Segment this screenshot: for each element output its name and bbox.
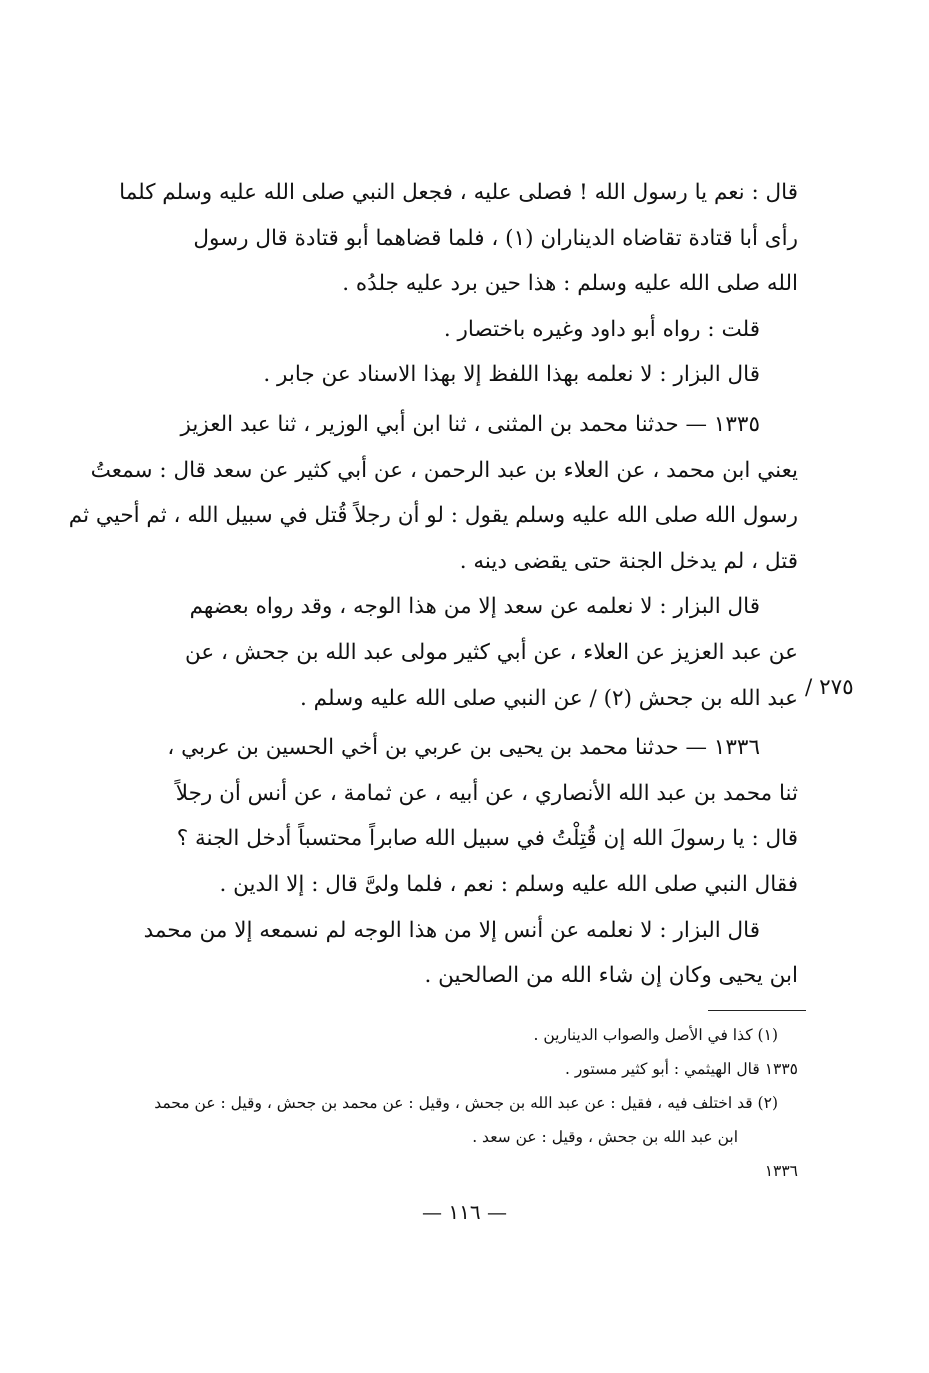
page-number: — ١١٦ — (422, 1200, 507, 1224)
paragraph (143, 908, 798, 999)
text-line: قتل ، لم يدخل الجنة حتى يقضى دينه . (459, 548, 798, 574)
text-line: عبد الله بن جحش (٢) / عن النبي صلى الله عليه وسلم . (299, 685, 798, 711)
main-text (68, 170, 798, 999)
text-line: قال البزار : لا نعلمه عن سعد إلا من هذا الوجه ، وقد رواه بعضهم (189, 594, 760, 620)
footnote-divider (708, 1010, 806, 1011)
footnote-line: (٢) قد اختلف فيه ، فقيل : عن عبد الله بن جحش ، وقيل : عن محمد بن جحش ، وقيل : عن محمد (154, 1094, 778, 1112)
text-line: قلت : رواه أبو داود وغيره باختصار . (443, 316, 760, 342)
text-line: رأى أبا قتادة تقاضاه الديناران (١) ، فلما قضاهما أبو قتادة قال رسول (193, 225, 798, 251)
text-line: يعني ابن محمد ، عن العلاء بن عبد الرحمن ، عن أبي كثير عن سعد قال : سمعتُ (90, 457, 798, 483)
paragraph (119, 170, 798, 307)
paragraph (148, 352, 798, 398)
text-line: رسول الله صلى الله عليه وسلم يقول : لو أن رجلاً قُتل في سبيل الله ، ثم أحيي ثم (68, 503, 798, 529)
footnotes (150, 1018, 798, 1188)
paragraph (148, 584, 798, 721)
footnote-line: (١) كذا في الأصل والصواب الدينارين . (533, 1026, 778, 1044)
text-line: قال : يا رسولَ الله إن قُتِلْتُ في سبيل الله صابراً محتسباً أدخل الجنة ؟ (176, 826, 798, 852)
paragraph (148, 307, 798, 353)
margin-page-reference: ٢٧٥ / (805, 675, 854, 700)
text-line: ثنا محمد بن عبد الله الأنصاري ، عن أبيه ، عن ثمامة ، عن أنس أن رجلاً (175, 780, 798, 806)
text-line: ١٣٣٦ — حدثنا محمد بن يحيى بن عربي بن أخي الحسين بن عربي ، (167, 735, 760, 761)
text-line: ابن يحيى وكان إن شاء الله من الصالحين . (424, 963, 798, 989)
text-line: الله صلى الله عليه وسلم : هذا حين برد عليه جلدُه . (342, 271, 798, 297)
footnote-line: ابن عبد الله بن جحش ، وقيل : عن سعد . (472, 1128, 738, 1146)
hadith-1335 (68, 402, 798, 584)
text-line: قال البزار : لا نعلمه بهذا اللفظ إلا بهذا الاسناد عن جابر . (263, 362, 760, 388)
hadith-1336 (148, 725, 798, 907)
footnote-line: ١٣٣٦ (764, 1162, 798, 1180)
text-line: قال : نعم يا رسول الله ! فصلى عليه ، فجعل النبي صلى الله عليه وسلم كلما (119, 180, 798, 205)
text-line: ١٣٣٥ — حدثنا محمد بن المثنى ، ثنا ابن أبي الوزير ، ثنا عبد العزيز (180, 411, 760, 437)
footnote-line: ١٣٣٥ قال الهيثمي : أبو كثير مستور . (565, 1060, 798, 1078)
text-line: عن عبد العزيز عن العلاء ، عن أبي كثير مولى عبد الله بن جحش ، عن (185, 639, 798, 665)
text-line: فقال النبي صلى الله عليه وسلم : نعم ، فلما ولىَّ قال : إلا الدين . (219, 871, 798, 897)
text-line: قال البزار : لا نعلمه عن أنس إلا من هذا الوجه لم نسمعه إلا من محمد (143, 917, 760, 943)
